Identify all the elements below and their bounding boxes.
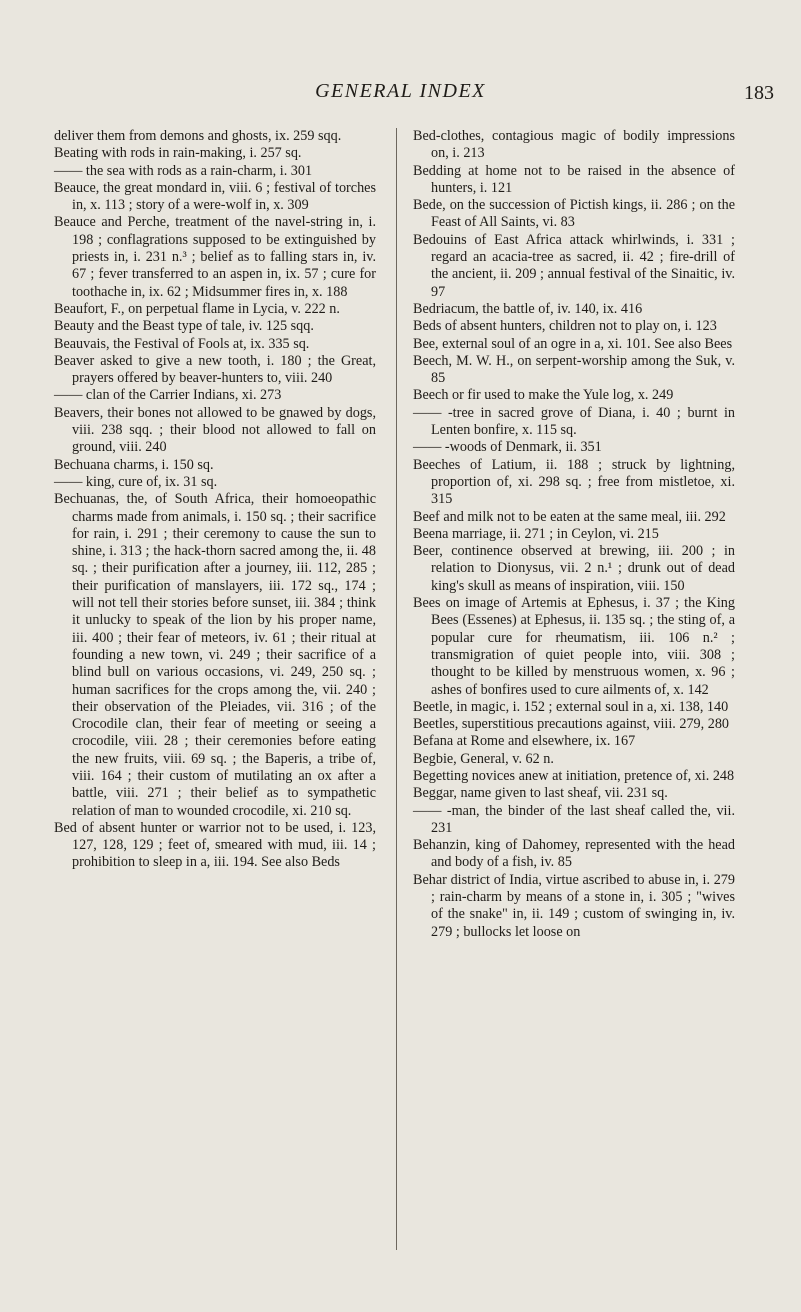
index-entry: Beating with rods in rain-making, i. 257 sq. (54, 145, 302, 162)
index-entry: Bees on image of Artemis at Ephesus, i. 37 ; the King Bees (Essenes) at Ephesus, ii. 135 sq. ; the sting of, a popular cure for rheumatism, iii. 106 n.² ; transmigration of quiet people into, viii. 308 ; thought to be killed by menstruous women, x. 96 ; ashes of bonfires used to cure ailments of, x. 142 (413, 595, 735, 698)
index-entry: Beaver asked to give a new tooth, i. 180 ; the Great, prayers offered by beaver-hunters to, viii. 240 (54, 352, 376, 387)
index-entry: —— -tree in sacred grove of Diana, i. 40 ; burnt in Lenten bonfire, x. 115 sq. (413, 404, 735, 439)
index-entry: Beena marriage, ii. 271 ; in Ceylon, vi. 215 (413, 525, 659, 542)
index-entry: Behanzin, king of Dahomey, represented with the head and body of a fish, iv. 85 (413, 837, 735, 871)
index-entry: Bee, external soul of an ogre in a, xi. 101. See also Bees (413, 335, 733, 352)
index-entry: Behar district of India, virtue ascribed to abuse in, i. 279 ; rain-charm by means of a stone in, i. 305 ; "wives of the snake" in, ii. 149 ; custom of swinging in, iv. 279 ; bullocks let loose on (413, 871, 735, 940)
index-entry: —— the sea with rods as a rain-charm, i. 301 (54, 162, 313, 179)
index-entry: Beauty and the Beast type of tale, iv. 125 sqq. (54, 318, 314, 335)
page-number: 183 (744, 82, 774, 104)
index-entry: Beetles, superstitious precautions against, viii. 279, 280 (413, 716, 730, 733)
index-entry: Beaufort, F., on perpetual flame in Lycia, v. 222 n. (54, 300, 340, 317)
index-entry: Bed of absent hunter or warrior not to be used, i. 123, 127, 128, 129 ; feet of, smeared with mud, iii. 14 ; prohibition to sleep in a, iii. 194. See also Beds (54, 819, 376, 871)
index-entry: Beavers, their bones not allowed to be gnawed by dogs, viii. 238 sqq. ; their blood not allowed to fall on ground, viii. 240 (54, 404, 376, 456)
index-entry: Beauce and Perche, treatment of the navel-string in, i. 198 ; conflagrations supposed to be extinguished by priests in, i. 231 n.³ ; belief as to falling stars in, iv. 67 ; fever transferred to an aspen in, ix. 57 ; cure for toothache in, ix. 62 ; Midsummer fires in, x. 188 (54, 214, 376, 300)
index-entry: —— king, cure of, ix. 31 sq. (54, 473, 218, 490)
index-entry: —— clan of the Carrier Indians, xi. 273 (54, 387, 282, 404)
index-entry: Beech or fir used to make the Yule log, x. 249 (413, 387, 674, 404)
index-entry: Bedding at home not to be raised in the absence of hunters, i. 121 (413, 162, 735, 196)
index-entry: Bed-clothes, contagious magic of bodily impressions on, i. 213 (413, 128, 735, 162)
index-entry: deliver them from demons and ghosts, ix. 259 sqq. (54, 128, 342, 144)
index-entry: Beetle, in magic, i. 152 ; external soul in a, xi. 138, 140 (413, 698, 729, 715)
index-entry: Beds of absent hunters, children not to play on, i. 123 (413, 318, 717, 335)
left-column (54, 128, 376, 872)
running-title: GENERAL INDEX (315, 80, 486, 102)
index-entry: Bechuana charms, i. 150 sq. (54, 456, 214, 473)
index-entry: Beeches of Latium, ii. 188 ; struck by lightning, proportion of, xi. 298 sq. ; free from mistletoe, xi. 315 (413, 456, 735, 508)
index-entry: —— -man, the binder of the last sheaf called the, vii. 231 (413, 802, 735, 836)
index-entry: Bedriacum, the battle of, iv. 140, ix. 416 (413, 300, 643, 317)
index-entry: Beech, M. W. H., on serpent-worship among the Suk, v. 85 (413, 352, 735, 387)
right-column (413, 128, 735, 941)
index-entry: —— -woods of Denmark, ii. 351 (413, 439, 602, 456)
index-entry: Beauvais, the Festival of Fools at, ix. 335 sq. (54, 335, 310, 352)
index-entry: Begetting novices anew at initiation, pretence of, xi. 248 (413, 767, 735, 784)
index-entry: Bede, on the succession of Pictish kings, ii. 286 ; on the Feast of All Saints, vi. 83 (413, 197, 735, 231)
column-divider (396, 128, 397, 1250)
index-entry: Bechuanas, the, of South Africa, their homoeopathic charms made from animals, i. 150 sq. ; their sacrifice for rain, i. 291 ; their ceremony to cause the sun to shine, i. 313 ; the hack-thorn sacred among the, ii. 48 sq. ; their purification after a journey, iii. 112, 285 ; their purification of manslayers, iii. 172 sq., 174 ; will not tell their stories before sunset, iii. 384 ; think it unlucky to speak of the lion by his proper name, iii. 400 ; their fear of meteors, iv. 61 ; their ritual at founding a new town, vi. 249 ; their sacrifice of a blind bull on various occasions, vi. 249, 250 sq. ; human sacrifices for the crops among the, vii. 240 ; their observation of the Pleiades, vii. 316 ; of the Crocodile clan, their fear of meeting or seeing a crocodile, viii. 28 ; their ceremonies before eating the new fruits, viii. 69 sq. ; the Baperis, a tribe of, viii. 164 ; their custom of mutilating an ox after a battle, viii. 271 ; their belief as to sympathetic relation of man to wounded crocodile, xi. 210 sq. (54, 491, 376, 819)
index-entry: Begbie, General, v. 62 n. (413, 750, 554, 767)
index-entry: Beef and milk not to be eaten at the same meal, iii. 292 (413, 508, 726, 525)
index-entry: Beer, continence observed at brewing, iii. 200 ; in relation to Dionysus, vii. 2 n.¹ ; drunk out of dead king's skull as means of inspiration, viii. 150 (413, 543, 735, 594)
index-entry: Befana at Rome and elsewhere, ix. 167 (413, 733, 636, 750)
index-entry: Beauce, the great mondard in, viii. 6 ; festival of torches in, x. 113 ; story of a were-wolf in, x. 309 (54, 179, 376, 214)
index-entry: Bedouins of East Africa attack whirlwinds, i. 331 ; regard an acacia-tree as sacred, ii. 42 ; fire-drill of the ancient, ii. 209 ; annual festival of the Sinaitic, iv. 97 (413, 231, 735, 300)
index-entry: Beggar, name given to last sheaf, vii. 231 sq. (413, 785, 668, 802)
